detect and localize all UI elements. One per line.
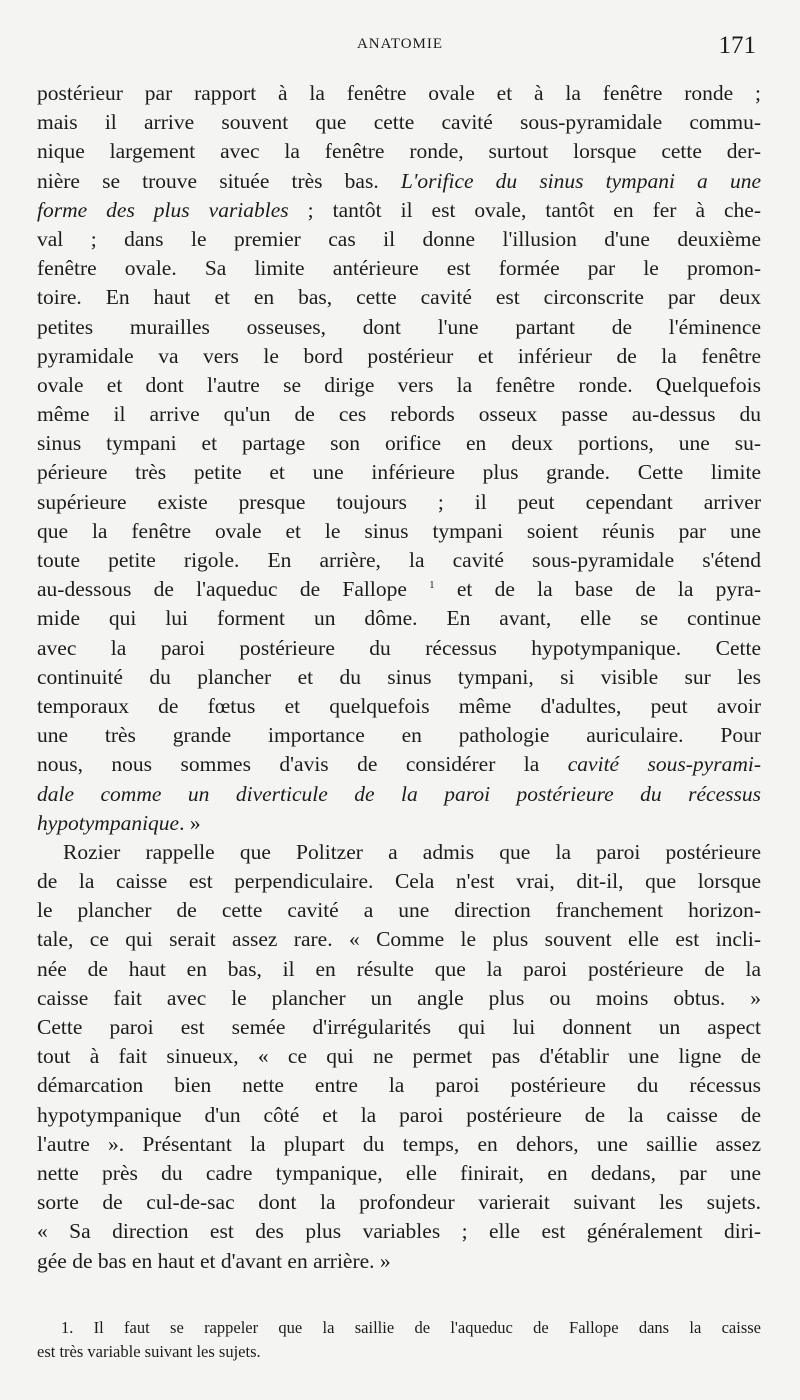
- text-segment: caisse fait avec le plancher un angle plus ou moins obtus. »: [37, 985, 761, 1010]
- text-segment: temporaux de fœtus et quelquefois même d'adultes, peut avoir: [37, 693, 761, 718]
- text-segment: petites murailles osseuses, dont l'une partant de l'éminence: [37, 314, 761, 339]
- text-segment: sorte de cul-de-sac dont la profondeur varierait suivant les sujets.: [37, 1190, 761, 1215]
- text-segment: ovale et dont l'autre se dirige vers la fenêtre ronde. Quelquefois: [37, 372, 761, 397]
- text-line: [37, 1159, 761, 1188]
- text-segment: . »: [179, 810, 201, 835]
- text-line: [37, 137, 761, 166]
- text-segment: le plancher de cette cavité a une direction franchement horizon-: [37, 898, 761, 923]
- text-line: [37, 546, 761, 575]
- footnote: [37, 1316, 761, 1364]
- text-line: [37, 488, 761, 517]
- text-segment: sinus tympani et partage son orifice en deux portions, une su-: [37, 431, 761, 456]
- footnote-line: 1. Il faut se rappeler que la saillie de l'aqueduc de Fallope dans la caisse: [61, 1318, 761, 1337]
- text-segment: tout à fait sinueux, « ce qui ne permet pas d'établir une ligne de: [37, 1044, 761, 1069]
- text-segment: toute petite rigole. En arrière, la cavité sous-pyramidale s'étend: [37, 548, 761, 572]
- text-segment: nière se trouve située très bas.: [37, 168, 401, 193]
- page-number: 171: [718, 32, 756, 59]
- text-line: [37, 1013, 761, 1042]
- text-segment: tale, ce qui serait assez rare. « Comme le plus souvent elle est incli-: [37, 927, 761, 952]
- text-line: [37, 634, 761, 663]
- text-segment: ; tantôt il est ovale, tantôt en fer à che-: [288, 197, 761, 222]
- text-segment: hypotympanique d'un côté et la paroi postérieure de la caisse de: [37, 1102, 761, 1127]
- text-segment: périeure très petite et une inférieure plus grande. Cette limite: [37, 460, 761, 485]
- text-segment: Cette paroi est semée d'irrégularités qui lui donnent un aspect: [37, 1015, 761, 1039]
- text-line: [37, 955, 761, 984]
- text-segment: fenêtre ovale. Sa limite antérieure est formée par le promon-: [37, 256, 761, 281]
- italic-text: forme des plus variables: [37, 197, 289, 222]
- text-line: [37, 225, 761, 254]
- text-segment: continuité du plancher et du sinus tympani, si visible sur les: [37, 664, 761, 689]
- text-line: [37, 108, 761, 137]
- text-segment: nette près du cadre tympanique, elle finirait, en dedans, par une: [37, 1160, 761, 1185]
- text-segment: au-dessous de l'aqueduc de Fallope: [37, 577, 430, 602]
- text-segment: nique largement avec la fenêtre ronde, surtout lorsque cette der-: [37, 139, 761, 164]
- text-segment: et de la base de la pyra-: [434, 577, 761, 602]
- page-header: [40, 30, 760, 66]
- text-segment: mais il arrive souvent que cette cavité sous-pyramidale commu-: [37, 110, 761, 135]
- text-line: [37, 254, 761, 283]
- text-line: [37, 400, 761, 429]
- text-segment: même il arrive qu'un de ces rebords osseux passe au-dessus du: [37, 402, 761, 427]
- text-segment: l'autre ». Présentant la plupart du temps, en dehors, une saillie assez: [37, 1131, 761, 1156]
- text-segment: postérieur par rapport à la fenêtre ovale et à la fenêtre ronde ;: [37, 81, 761, 105]
- text-line: [37, 458, 761, 487]
- text-line: [37, 429, 761, 458]
- text-segment: toire. En haut et en bas, cette cavité est circonscrite par deux: [37, 285, 761, 310]
- text-segment: démarcation bien nette entre la paroi postérieure du récessus: [37, 1073, 761, 1098]
- text-line: [37, 342, 761, 371]
- text-line: [37, 604, 761, 633]
- text-segment: Rozier rappelle que Politzer a admis que la paroi postérieure: [63, 839, 761, 864]
- text-segment: une très grande importance en pathologie auriculaire. Pour: [37, 723, 761, 748]
- text-line: [37, 1042, 761, 1071]
- body-text: [37, 79, 761, 1276]
- text-line: [37, 750, 761, 779]
- text-segment: que la fenêtre ovale et le sinus tympani soient réunis par une: [37, 518, 761, 543]
- text-segment: « Sa direction est des plus variables ; elle est généralement diri-: [37, 1219, 761, 1244]
- text-segment: de la caisse est perpendiculaire. Cela n'est vrai, dit-il, que lorsque: [37, 869, 761, 894]
- text-segment: née de haut en bas, il en résulte que la paroi postérieure de la: [37, 956, 761, 981]
- italic-text: hypotympanique: [37, 810, 180, 835]
- text-line: [37, 1247, 761, 1276]
- text-segment: pyramidale va vers le bord postérieur et inférieur de la fenêtre: [37, 343, 761, 368]
- text-line: [37, 984, 761, 1013]
- text-line: [37, 167, 761, 196]
- text-segment: avec la paroi postérieure du récessus hypotympanique. Cette: [37, 635, 761, 660]
- text-line: [37, 896, 761, 925]
- italic-text: cavité sous-pyrami-: [567, 752, 761, 777]
- italic-text: L'orifice du sinus tympani a une: [400, 168, 761, 193]
- text-segment: gée de bas en haut et d'avant en arrière. »: [37, 1248, 391, 1273]
- text-segment: supérieure existe presque toujours ; il peut cependant arriver: [37, 489, 761, 514]
- text-line: [37, 867, 761, 896]
- text-line: [37, 371, 761, 400]
- footnote-line: est très variable suivant les sujets.: [37, 1342, 261, 1361]
- italic-text: dale comme un diverticule de la paroi postérieure du récessus: [37, 781, 761, 806]
- text-line: [37, 721, 761, 750]
- text-line: [37, 1130, 761, 1159]
- text-line: [37, 692, 761, 721]
- text-line: [37, 663, 761, 692]
- footnote-ref: 1: [429, 579, 435, 592]
- text-line: [37, 1188, 761, 1217]
- text-line: [37, 283, 761, 312]
- text-line: [37, 575, 761, 604]
- text-line: [37, 517, 761, 546]
- text-line: [37, 838, 761, 867]
- text-line: [37, 196, 761, 225]
- text-line: [37, 1101, 761, 1130]
- text-line: [37, 79, 761, 108]
- text-segment: nous, nous sommes d'avis de considérer la: [37, 752, 568, 777]
- text-line: [37, 1071, 761, 1100]
- text-line: [37, 925, 761, 954]
- text-line: [37, 313, 761, 342]
- text-segment: mide qui lui forment un dôme. En avant, elle se continue: [37, 606, 761, 631]
- text-line: [37, 1217, 761, 1246]
- text-line: [37, 780, 761, 809]
- text-line: [37, 809, 761, 838]
- text-segment: val ; dans le premier cas il donne l'illusion d'une deuxième: [37, 226, 761, 251]
- running-head: ANATOMIE: [356, 36, 444, 52]
